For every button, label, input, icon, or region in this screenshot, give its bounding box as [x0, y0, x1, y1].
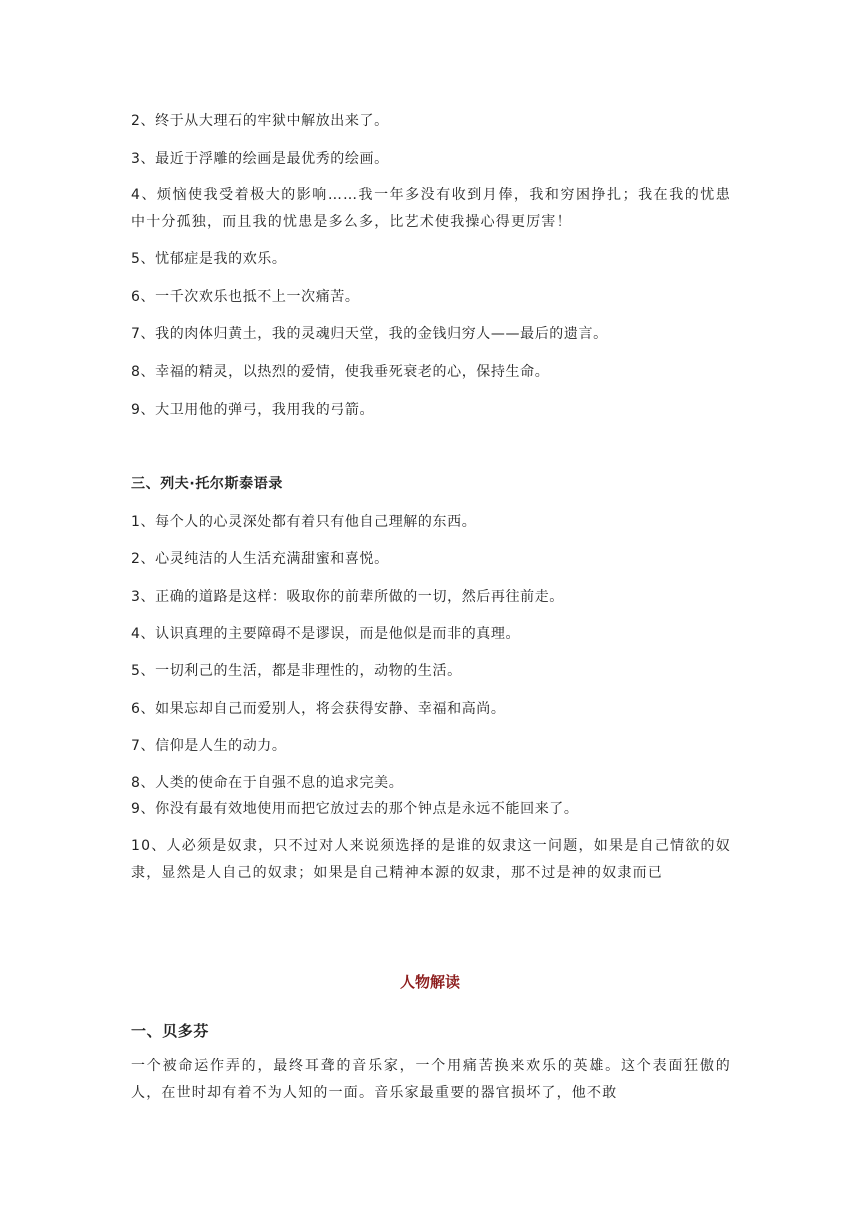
quote-paragraph: 10、人必须是奴隶，只不过对人来说须选择的是谁的奴隶这一问题，如果是自己情欲的奴隶，显然是人自己的奴隶；如果是自己精神本源的奴隶，那不过是神的奴隶而已: [131, 838, 731, 881]
quote-line: 5、忧郁症是我的欢乐。: [131, 251, 287, 267]
quote-line: 8、幸福的精灵，以热烈的爱情，使我垂死衰老的心，保持生命。: [131, 364, 550, 380]
quote-paragraph: 4、烦恼使我受着极大的影响……我一年多没有收到月俸，我和穷困挣扎；我在我的忧患中十分孤独，而且我的忧患是多么多，比艺术使我操心得更厉害！: [131, 187, 731, 230]
quote-line: 3、最近于浮雕的绘画是最优秀的绘画。: [131, 151, 389, 167]
quote-line: 9、你没有最有效地使用而把它放过去的那个钟点是永远不能回来了。: [131, 801, 579, 817]
section-subheading: 一、贝多芬: [131, 1022, 210, 1040]
quote-line: 4、认识真理的主要障碍不是谬误，而是他似是而非的真理。: [131, 626, 521, 642]
quote-line: 3、正确的道路是这样：吸取你的前辈所做的一切，然后再往前走。: [131, 589, 564, 605]
quote-line: 7、我的肉体归黄土，我的灵魂归天堂，我的金钱归穷人——最后的遗言。: [131, 326, 608, 342]
section-title: 人物解读: [399, 973, 460, 991]
section-heading: 三、列夫·托尔斯泰语录: [131, 476, 283, 492]
quote-line: 5、一切利己的生活，都是非理性的，动物的生活。: [131, 663, 462, 679]
quote-line: 2、终于从大理石的牢狱中解放出来了。: [131, 113, 389, 129]
quote-line: 8、人类的使命在于自强不息的追求完美。: [131, 775, 404, 791]
quote-line: 6、一千次欢乐也抵不上一次痛苦。: [131, 289, 360, 305]
quote-line: 9、大卫用他的弹弓，我用我的弓箭。: [131, 402, 375, 418]
quote-line: 1、每个人的心灵深处都有着只有他自己理解的东西。: [131, 514, 477, 530]
quote-line: 6、如果忘却自己而爱别人，将会获得安静、幸福和高尚。: [131, 701, 506, 717]
body-paragraph: 一个被命运作弄的，最终耳聋的音乐家，一个用痛苦换来欢乐的英雄。这个表面狂傲的人，在世时却有着不为人知的一面。音乐家最重要的器官损坏了，他不敢: [131, 1058, 731, 1101]
quote-line: 7、信仰是人生的动力。: [131, 738, 287, 754]
quote-line: 2、心灵纯洁的人生活充满甜蜜和喜悦。: [131, 551, 389, 567]
